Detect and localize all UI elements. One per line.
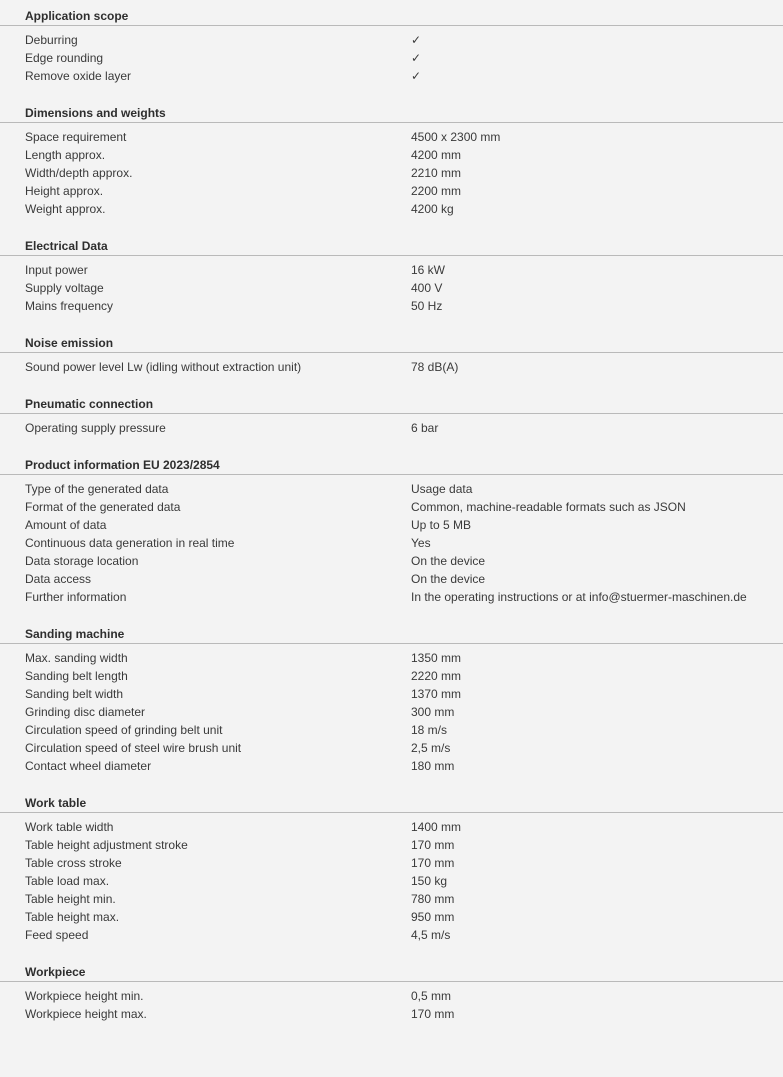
spec-value: 4,5 m/s <box>411 928 451 942</box>
spec-label: Supply voltage <box>25 281 104 295</box>
spec-section <box>0 237 783 315</box>
spec-row <box>0 1005 783 1023</box>
spec-value: 1400 mm <box>411 820 462 834</box>
spec-section <box>0 456 783 606</box>
spec-value: 4500 x 2300 mm <box>411 130 501 144</box>
spec-label: Input power <box>25 263 88 277</box>
spec-value: 170 mm <box>411 856 455 870</box>
spec-label: Format of the generated data <box>25 500 181 514</box>
checkmark-icon: ✓ <box>411 69 422 83</box>
spec-row <box>0 67 783 85</box>
spec-value: 950 mm <box>411 910 455 924</box>
spec-label: Feed speed <box>25 928 89 942</box>
spec-label: Sanding belt length <box>25 669 128 683</box>
spec-row <box>0 987 783 1005</box>
spec-label: Table height min. <box>25 892 116 906</box>
checkmark-icon: ✓ <box>411 51 422 65</box>
spec-row <box>0 146 783 164</box>
spec-value: 400 V <box>411 281 443 295</box>
spec-value: 170 mm <box>411 1007 455 1021</box>
spec-row <box>0 926 783 944</box>
spec-value: 1370 mm <box>411 687 462 701</box>
spec-row <box>0 685 783 703</box>
spec-row <box>0 739 783 757</box>
spec-row <box>0 31 783 49</box>
spec-row <box>0 552 783 570</box>
spec-value: On the device <box>411 572 486 586</box>
spec-label: Length approx. <box>25 148 106 162</box>
spec-row <box>0 570 783 588</box>
spec-label: Weight approx. <box>25 202 106 216</box>
spec-row <box>0 279 783 297</box>
spec-label: Work table width <box>25 820 114 834</box>
spec-value: 50 Hz <box>411 299 443 313</box>
spec-value: 180 mm <box>411 759 455 773</box>
spec-label: Deburring <box>25 33 78 47</box>
spec-row <box>0 164 783 182</box>
spec-value: 16 kW <box>411 263 446 277</box>
spec-label: Contact wheel diameter <box>25 759 152 773</box>
spec-row <box>0 818 783 836</box>
spec-row <box>0 908 783 926</box>
section-title: Workpiece <box>0 963 783 982</box>
spec-label: Table height max. <box>25 910 120 924</box>
spec-row <box>0 703 783 721</box>
spec-row <box>0 890 783 908</box>
section-title: Application scope <box>0 7 783 26</box>
spec-row <box>0 872 783 890</box>
spec-row <box>0 261 783 279</box>
spec-label: Edge rounding <box>25 51 104 65</box>
spec-row <box>0 588 783 606</box>
spec-value: In the operating instructions or at info@stuermer-maschinen.de <box>411 590 747 604</box>
spec-row <box>0 200 783 218</box>
spec-label: Type of the generated data <box>25 482 169 496</box>
spec-section <box>0 963 783 1023</box>
section-title: Product information EU 2023/2854 <box>0 456 783 475</box>
spec-label: Space requirement <box>25 130 127 144</box>
spec-value: 6 bar <box>411 421 439 435</box>
spec-row <box>0 358 783 376</box>
spec-label: Max. sanding width <box>25 651 128 665</box>
spec-value: 170 mm <box>411 838 455 852</box>
spec-label: Height approx. <box>25 184 104 198</box>
spec-label: Workpiece height min. <box>25 989 144 1003</box>
spec-label: Data access <box>25 572 92 586</box>
spec-label: Grinding disc diameter <box>25 705 146 719</box>
spec-label: Continuous data generation in real time <box>25 536 235 550</box>
spec-label: Further information <box>25 590 127 604</box>
spec-value: 2210 mm <box>411 166 462 180</box>
section-title: Work table <box>0 794 783 813</box>
spec-row <box>0 757 783 775</box>
spec-section <box>0 625 783 775</box>
spec-label: Circulation speed of steel wire brush unit <box>25 741 242 755</box>
spec-label: Data storage location <box>25 554 139 568</box>
spec-row <box>0 182 783 200</box>
spec-value: Common, machine-readable formats such as JSON <box>411 500 686 514</box>
section-title: Dimensions and weights <box>0 104 783 123</box>
spec-value: 4200 kg <box>411 202 454 216</box>
spec-value: 2,5 m/s <box>411 741 451 755</box>
spec-value: 150 kg <box>411 874 448 888</box>
spec-label: Table load max. <box>25 874 110 888</box>
spec-row <box>0 297 783 315</box>
spec-value: Up to 5 MB <box>411 518 472 532</box>
spec-label: Table height adjustment stroke <box>25 838 188 852</box>
spec-label: Amount of data <box>25 518 107 532</box>
checkmark-icon: ✓ <box>411 33 422 47</box>
spec-label: Remove oxide layer <box>25 69 132 83</box>
spec-value: 4200 mm <box>411 148 462 162</box>
section-title: Electrical Data <box>0 237 783 256</box>
spec-row <box>0 480 783 498</box>
spec-value: Yes <box>411 536 431 550</box>
spec-row <box>0 419 783 437</box>
spec-label: Table cross stroke <box>25 856 122 870</box>
spec-value: Usage data <box>411 482 473 496</box>
spec-row <box>0 836 783 854</box>
spec-label: Circulation speed of grinding belt unit <box>25 723 223 737</box>
spec-row <box>0 649 783 667</box>
spec-value: 1350 mm <box>411 651 462 665</box>
spec-section <box>0 104 783 218</box>
spec-value: 2200 mm <box>411 184 462 198</box>
spec-section <box>0 7 783 85</box>
spec-value: 780 mm <box>411 892 455 906</box>
spec-label: Mains frequency <box>25 299 114 313</box>
spec-row <box>0 49 783 67</box>
spec-row <box>0 854 783 872</box>
spec-section <box>0 395 783 437</box>
spec-row <box>0 128 783 146</box>
section-title: Pneumatic connection <box>0 395 783 414</box>
spec-label: Sanding belt width <box>25 687 124 701</box>
spec-value: 2220 mm <box>411 669 462 683</box>
spec-row <box>0 721 783 739</box>
spec-row <box>0 534 783 552</box>
spec-value: 78 dB(A) <box>411 360 459 374</box>
spec-label: Width/depth approx. <box>25 166 133 180</box>
spec-value: 18 m/s <box>411 723 448 737</box>
spec-label: Operating supply pressure <box>25 421 166 435</box>
spec-section <box>0 794 783 944</box>
section-title: Sanding machine <box>0 625 783 644</box>
spec-value: On the device <box>411 554 486 568</box>
spec-row <box>0 498 783 516</box>
spec-label: Workpiece height max. <box>25 1007 147 1021</box>
spec-value: 0,5 mm <box>411 989 452 1003</box>
spec-label: Sound power level Lw (idling without extraction unit) <box>25 360 302 374</box>
section-title: Noise emission <box>0 334 783 353</box>
spec-value: 300 mm <box>411 705 455 719</box>
spec-row <box>0 667 783 685</box>
spec-row <box>0 516 783 534</box>
spec-section <box>0 334 783 376</box>
